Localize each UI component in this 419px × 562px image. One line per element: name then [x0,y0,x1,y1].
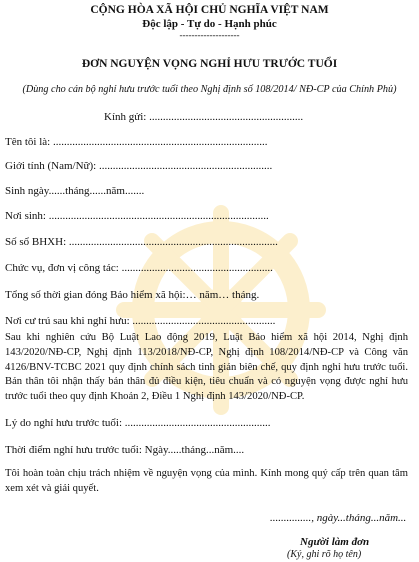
addressee-line: Kính gửi: ........................................................ [104,111,304,123]
document-title: ĐƠN NGUYỆN VỌNG NGHỈ HƯU TRƯỚC TUỔI [81,58,338,70]
field-retirement-time: Thời điểm nghỉ hưu trước tuổi: Ngày.....tháng...năm.... [5,444,245,456]
field-social-insurance-number: Số sổ BHXH: ............................................................................ [5,236,278,248]
country-name: CỘNG HÒA XÃ HỘI CHỦ NGHĨA VIỆT NAM [90,4,329,16]
field-retirement-reason: Lý do nghỉ hưu trước tuổi: ..................................................... [5,417,271,429]
place-date-line: ..............., ngày...tháng...năm... [270,512,407,524]
header-divider: -------------------- [179,30,240,40]
signer-label: Người làm đơn [300,536,370,548]
signer-note: (Ký, ghi rõ họ tên) [287,549,362,560]
field-gender: Giới tính (Nam/Nữ): ............................................................... [5,160,273,172]
field-birth-date: Sinh ngày......tháng......năm....... [5,185,145,197]
field-name: Tên tôi là: .............................................................................. [5,136,268,148]
field-insurance-duration: Tổng số thời gian đóng Bảo hiểm xã hội:… năm… tháng. [5,289,260,301]
legal-basis-paragraph: Sau khi nghiên cứu Bộ Luật Lao động 2019, Luật Bảo hiểm xã hội 2014, Nghị định 143/2020/NĐ-CP, Nghị định 113/2018/NĐ-CP, Nghị định 108/2014/NĐ-CP và Công văn 4126/BNV-TCBC 2021 quy định chính sách tinh giản biên chế, quy định nghỉ hưu trước tuổi. Bản thân tôi nhận thấy bản thân đủ điều kiện, tiêu chuẩn và có nguyện vọng được nghỉ hưu trước tuổi theo quy định Khoản 2, Điều 1 Nghị định 143/2020/NĐ-CP. [5,332,408,403]
field-birth-place: Nơi sinh: ................................................................................ [5,210,269,222]
field-residence-after-retirement: Nơi cư trú sau khi nghỉ hưu: .................................................... [5,315,276,327]
document-subtitle: (Dùng cho cán bộ nghỉ hưu trước tuổi theo Nghị định số 108/2014/ NĐ-CP của Chính Phủ) [22,84,397,95]
field-position-unit: Chức vụ, đơn vị công tác: ....................................................... [5,262,273,274]
motto: Độc lập - Tự do - Hạnh phúc [142,18,277,30]
commitment-paragraph: Tôi hoàn toàn chịu trách nhiệm về nguyện vọng của mình. Kính mong quý cấp trên quan tâm xem xét và giải quyết. [5,468,408,494]
